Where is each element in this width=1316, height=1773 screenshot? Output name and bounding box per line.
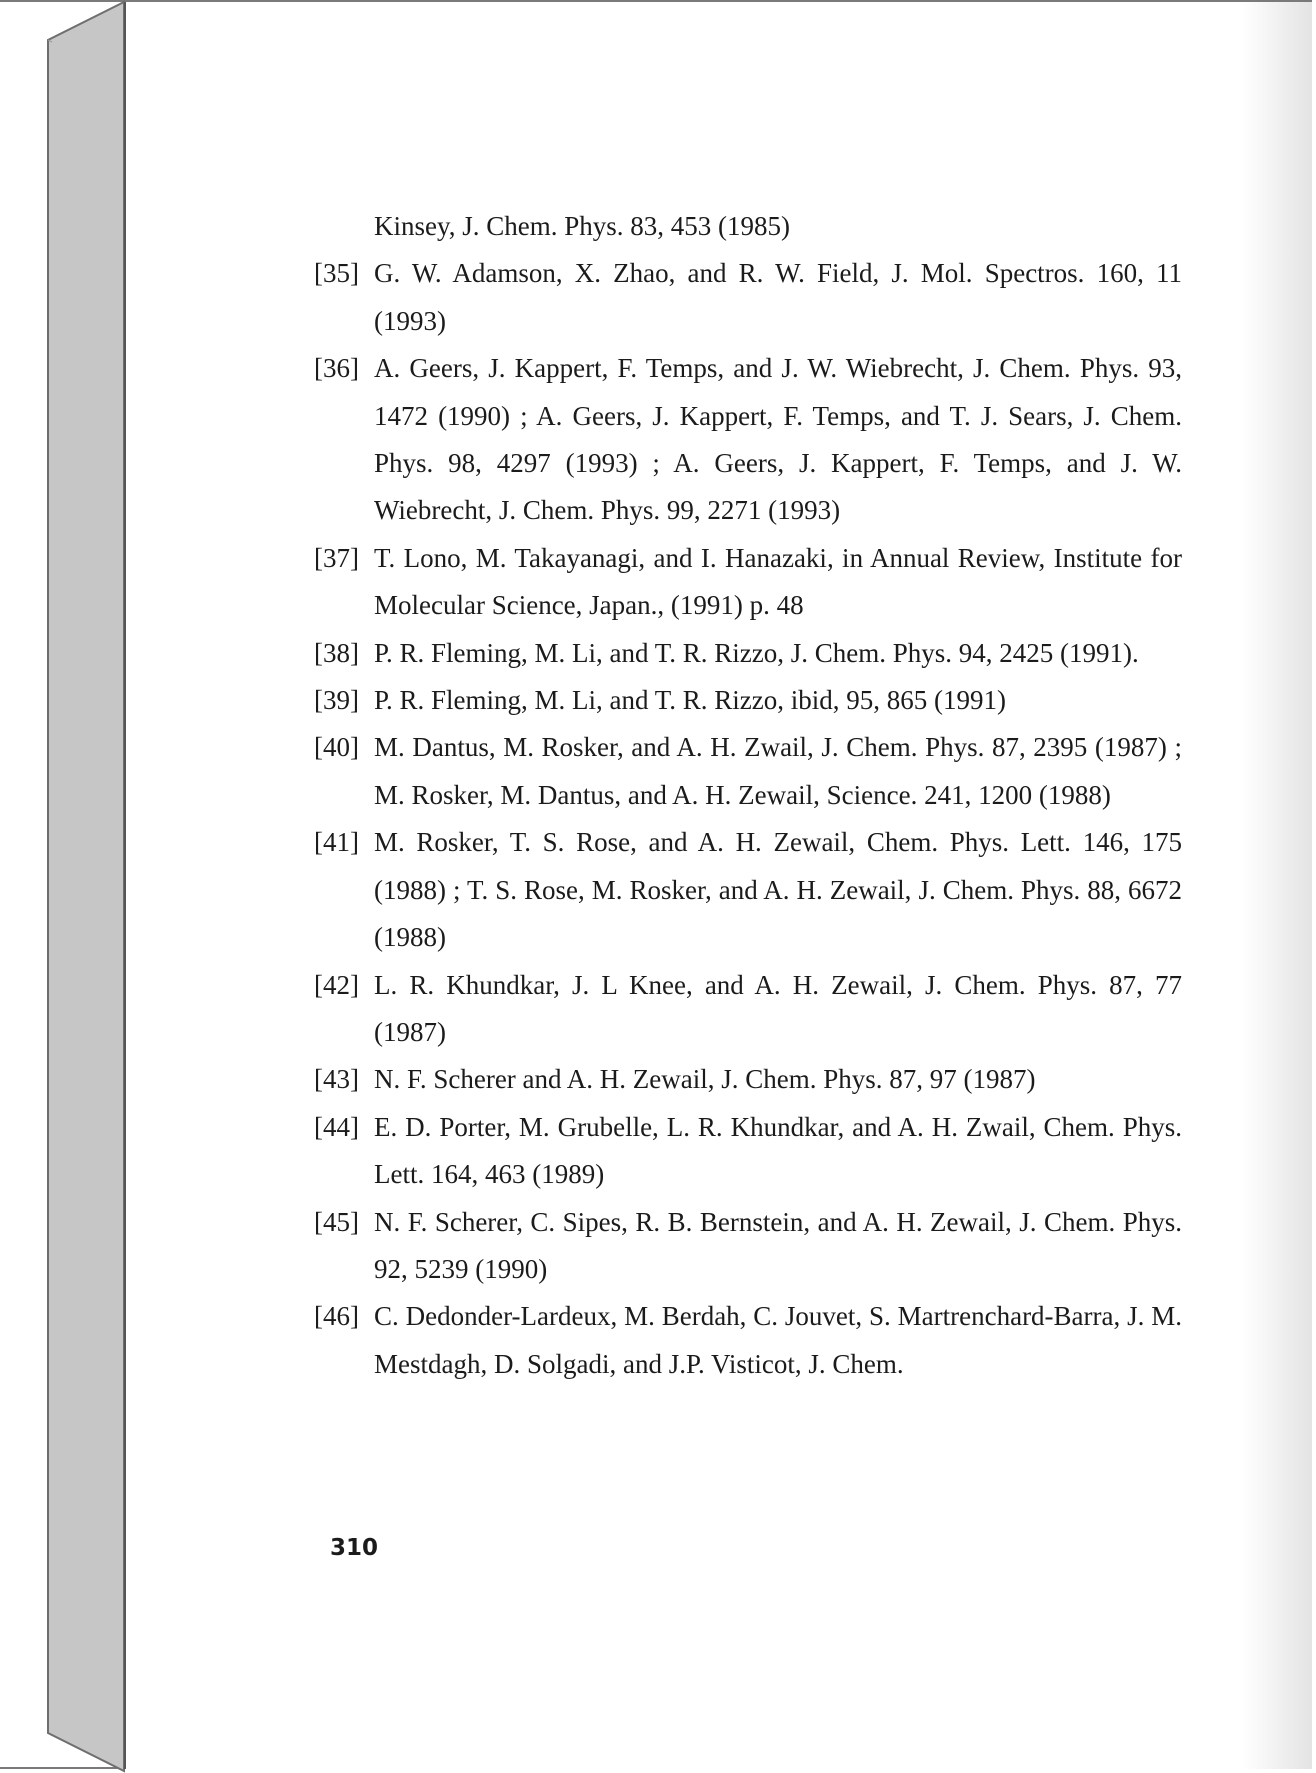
reference-entry bbox=[314, 1293, 1182, 1388]
reference-number: [45] bbox=[314, 1206, 359, 1237]
page-number: 310 bbox=[330, 1535, 379, 1561]
reference-entry bbox=[314, 535, 1182, 630]
reference-list bbox=[314, 203, 1182, 1388]
reference-continuation: Kinsey, J. Chem. Phys. 83, 453 (1985) bbox=[374, 211, 790, 241]
reference-number: [38] bbox=[314, 637, 359, 668]
reference-entry bbox=[314, 1056, 1182, 1103]
reference-number: [36] bbox=[314, 353, 359, 384]
reference-text: G. W. Adamson, X. Zhao, and R. W. Field, J. Mol. Spectros. 160, 11 (1993) bbox=[374, 258, 1182, 336]
reference-number: [37] bbox=[314, 542, 359, 573]
reference-text: M. Dantus, M. Rosker, and A. H. Zwail, J. Chem. Phys. 87, 2395 (1987) ; M. Rosker, M. Dantus, and A. H. Zewail, Science. 241, 1200 (1988) bbox=[374, 732, 1182, 810]
book-spine bbox=[0, 0, 126, 1773]
reference-text: P. R. Fleming, M. Li, and T. R. Rizzo, J. Chem. Phys. 94, 2425 (1991). bbox=[374, 637, 1139, 668]
reference-number: [39] bbox=[314, 685, 359, 716]
reference-entry bbox=[314, 962, 1182, 1057]
reference-entry bbox=[314, 724, 1182, 819]
page-edge-shadow bbox=[1242, 2, 1312, 1769]
reference-number: [43] bbox=[314, 1064, 359, 1095]
reference-text: E. D. Porter, M. Grubelle, L. R. Khundkar, and A. H. Zwail, Chem. Phys. Lett. 164, 463 (1989) bbox=[374, 1111, 1182, 1190]
reference-number: [35] bbox=[314, 258, 359, 289]
reference-text: L. R. Khundkar, J. L Knee, and A. H. Zewail, J. Chem. Phys. 87, 77 (1987) bbox=[374, 969, 1182, 1047]
reference-entry bbox=[314, 1199, 1182, 1294]
reference-text: C. Dedonder-Lardeux, M. Berdah, C. Jouvet, S. Martrenchard-Barra, J. M. Mestdagh, D. Solgadi, and J.P. Visticot, J. Chem. bbox=[374, 1301, 1182, 1379]
reference-entry bbox=[314, 819, 1182, 961]
reference-text: N. F. Scherer, C. Sipes, R. B. Bernstein, and A. H. Zewail, J. Chem. Phys. 92, 5239 (1990) bbox=[374, 1206, 1182, 1284]
reference-entry bbox=[314, 345, 1182, 535]
reference-text: A. Geers, J. Kappert, F. Temps, and J. W. Wiebrecht, J. Chem. Phys. 93, 1472 (1990) ; A. Geers, J. Kappert, F. Temps, and T. J. Sears, J. Chem. Phys. 98, 4297 (1993) ; A. Geers, J. Kappert, F. Temps, and J. W. Wiebrecht, J. Chem. Phys. 99, 2271 (1993) bbox=[374, 353, 1182, 526]
reference-number: [41] bbox=[314, 827, 359, 858]
reference-entry bbox=[314, 630, 1182, 677]
reference-text: M. Rosker, T. S. Rose, and A. H. Zewail, Chem. Phys. Lett. 146, 175 (1988) ; T. S. Rose, M. Rosker, and A. H. Zewail, J. Chem. Phys. 88, 6672 (1988) bbox=[374, 827, 1182, 953]
reference-text: P. R. Fleming, M. Li, and T. R. Rizzo, ibid, 95, 865 (1991) bbox=[374, 685, 1006, 716]
reference-text: N. F. Scherer and A. H. Zewail, J. Chem. Phys. 87, 97 (1987) bbox=[374, 1064, 1036, 1095]
reference-number: [40] bbox=[314, 732, 359, 763]
reference-text: T. Lono, M. Takayanagi, and I. Hanazaki, in Annual Review, Institute for Molecular Science, Japan., (1991) p. 48 bbox=[374, 542, 1182, 621]
reference-number: [42] bbox=[314, 969, 359, 1000]
reference-entry bbox=[314, 250, 1182, 345]
reference-number: [46] bbox=[314, 1301, 359, 1332]
reference-entry bbox=[314, 677, 1182, 724]
reference-number: [44] bbox=[314, 1111, 359, 1142]
reference-entry bbox=[314, 1104, 1182, 1199]
